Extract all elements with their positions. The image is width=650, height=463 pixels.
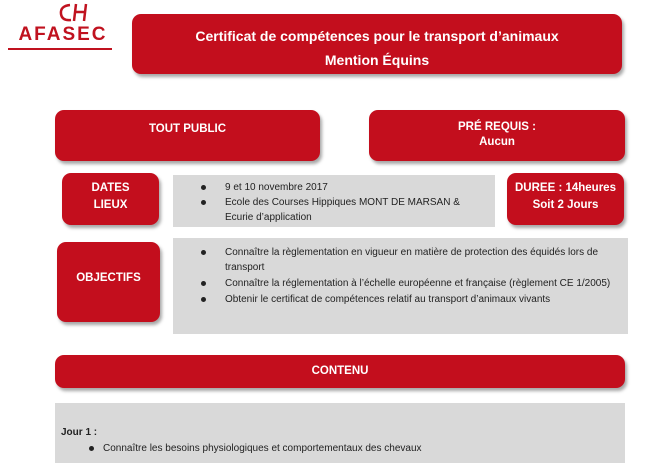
objectifs-label: OBJECTIFS xyxy=(76,272,141,284)
public-box xyxy=(55,110,320,161)
list-item: Connaître la règlementation en vigueur en matière de protection des équidés lors de transport xyxy=(201,245,619,275)
title-line-1: Certificat de compétences pour le transport d’animaux xyxy=(195,28,559,44)
contenu-label: CONTENU xyxy=(311,365,369,377)
public-label: TOUT PUBLIC xyxy=(148,123,227,135)
duree-days: Soit 2 Jours xyxy=(532,199,599,211)
dates-box xyxy=(62,173,159,225)
logo-underline xyxy=(8,48,112,50)
contenu-box xyxy=(55,355,625,388)
contenu-panel xyxy=(55,403,625,463)
dates-label: DATES xyxy=(91,182,130,194)
dates-panel xyxy=(173,175,495,227)
list-item: Connaître les besoins physiologiques et comportementaux des chevaux xyxy=(89,441,609,456)
title-banner xyxy=(132,14,622,74)
afasec-logo xyxy=(8,2,118,48)
logo-mark-icon xyxy=(56,2,96,24)
contenu-list xyxy=(89,441,609,456)
objectifs-list xyxy=(201,245,619,308)
lieux-label: LIEUX xyxy=(93,199,128,211)
dates-list xyxy=(201,180,486,225)
objectifs-panel xyxy=(173,238,628,334)
prerequis-label: PRÉ REQUIS : xyxy=(458,121,536,133)
objectifs-box xyxy=(57,242,160,322)
duree-hours: DUREE : 14heures xyxy=(515,182,616,194)
jour-1-label: Jour 1 : xyxy=(61,427,98,438)
list-item: Obtenir le certificat de compétences relatif au transport d’animaux vivants xyxy=(201,292,619,307)
list-item: Ecole des Courses Hippiques MONT DE MARSAN & Ecurie d’application xyxy=(201,195,486,225)
duree-box xyxy=(507,173,624,225)
prerequis-box xyxy=(369,110,625,161)
title-line-2: Mention Équins xyxy=(324,52,430,68)
prerequis-value: Aucun xyxy=(479,136,515,148)
logo-text: AFASEC xyxy=(18,24,108,45)
list-item: Connaître la réglementation à l’échelle européenne et française (règlement CE 1/2005) xyxy=(201,276,619,291)
list-item: 9 et 10 novembre 2017 xyxy=(201,180,486,195)
